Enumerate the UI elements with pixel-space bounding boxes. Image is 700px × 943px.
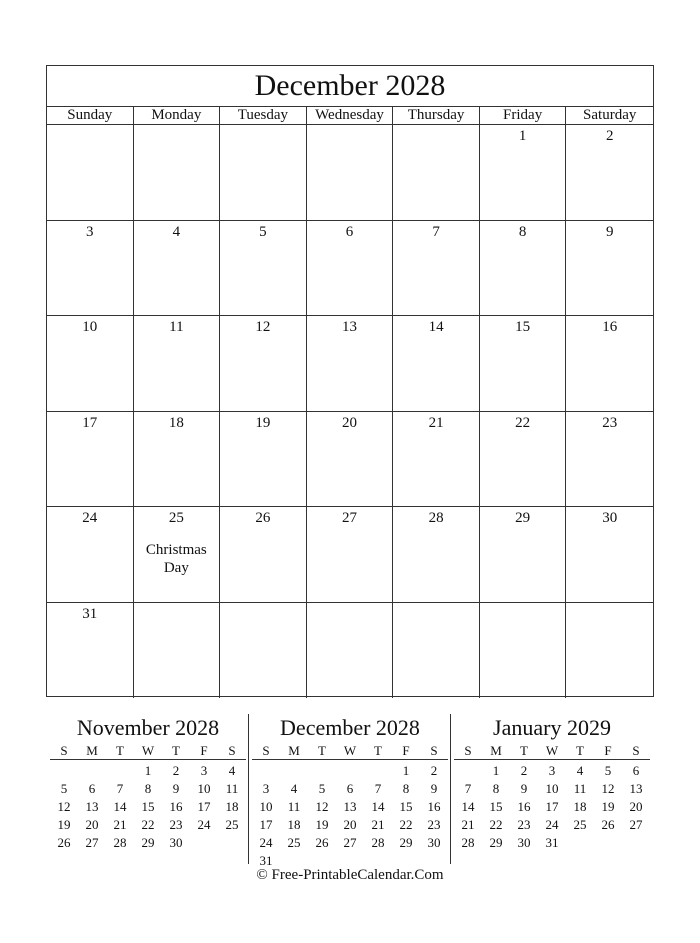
mini-day-number: 12: [57, 799, 71, 814]
mini-day-number: 22: [489, 817, 503, 832]
day-number: 4: [172, 223, 181, 240]
mini-day-number: 2: [430, 763, 438, 778]
day-cell: [47, 316, 134, 412]
day-number: 30: [602, 510, 618, 526]
mini-day-number: [252, 762, 280, 780]
day-number: 2: [605, 128, 614, 144]
mini-day-number: 5: [60, 781, 68, 796]
mini-day-number: 18: [287, 817, 301, 832]
mini-weekday-header: [252, 743, 448, 760]
day-cell: [134, 125, 221, 221]
mini-day-number: 27: [629, 817, 643, 832]
day-cell: [566, 507, 653, 603]
mini-day-number: 3: [262, 781, 270, 796]
day-number: 27: [341, 510, 357, 526]
mini-day-number: 26: [57, 835, 71, 850]
day-cell: [220, 221, 307, 317]
mini-day-number: 14: [371, 799, 385, 814]
mini-day-grid: [50, 762, 246, 852]
weekday-label: Monday: [134, 107, 221, 124]
day-cell: [480, 221, 567, 317]
mini-day-number: 9: [520, 781, 528, 796]
day-cell: [566, 412, 653, 508]
divider: [450, 714, 451, 864]
mini-day-number: 13: [629, 781, 643, 796]
main-calendar: [46, 65, 654, 697]
mini-day-number: 27: [85, 835, 99, 850]
mini-day-grid: [252, 762, 448, 870]
holiday-label: Christmas Day: [145, 542, 207, 576]
day-cell: [480, 125, 567, 221]
mini-day-number: 22: [141, 817, 155, 832]
day-cell: [307, 316, 394, 412]
mini-calendar-title: December 2028: [280, 715, 420, 740]
mini-day-number: 10: [545, 781, 559, 796]
weekday-header: [47, 107, 653, 125]
mini-day-number: 22: [399, 817, 413, 832]
day-cell: [220, 316, 307, 412]
day-number: 5: [259, 223, 267, 240]
mini-day-number: 5: [604, 763, 612, 778]
mini-day-number: 4: [290, 781, 298, 796]
day-number: 20: [341, 414, 357, 431]
mini-day-number: 1: [144, 763, 152, 778]
mini-day-number: 8: [402, 781, 410, 796]
mini-day-number: 16: [427, 799, 441, 814]
mini-day-number: 9: [430, 781, 438, 796]
mini-weekday-label: S: [464, 743, 472, 758]
mini-day-number: 4: [228, 763, 236, 778]
mini-day-number: 26: [315, 835, 329, 850]
mini-day-number: 12: [315, 799, 329, 814]
mini-day-number: [106, 762, 134, 780]
mini-weekday-label: F: [402, 743, 410, 758]
mini-day-number: 20: [343, 817, 357, 832]
mini-weekday-header: [50, 743, 246, 760]
day-cell: [307, 412, 394, 508]
mini-day-number: 11: [573, 781, 587, 796]
mini-weekday-label: S: [632, 743, 640, 758]
mini-day-number: 30: [517, 835, 531, 850]
mini-day-number: 4: [576, 763, 584, 778]
day-number: 7: [432, 223, 440, 240]
weekday-label: Saturday: [583, 107, 637, 123]
mini-day-number: 12: [601, 781, 615, 796]
day-cell: [307, 221, 394, 317]
day-number: 8: [518, 223, 527, 240]
mini-calendar-january: [454, 714, 650, 852]
mini-weekday-label: W: [141, 743, 155, 758]
mini-day-number: 25: [225, 817, 239, 832]
mini-weekday-label: F: [200, 743, 208, 758]
mini-day-number: 11: [225, 781, 239, 796]
day-cell: [47, 221, 134, 317]
mini-day-number: 7: [374, 781, 382, 796]
mini-day-number: 11: [287, 799, 301, 814]
mini-day-number: 2: [520, 763, 528, 778]
mini-weekday-label: T: [172, 743, 180, 758]
mini-day-number: 1: [492, 763, 500, 778]
mini-weekday-label: M: [288, 743, 300, 758]
mini-day-number: 28: [113, 835, 127, 850]
calendar-title: December 2028: [47, 66, 653, 107]
mini-day-number: 18: [573, 799, 587, 814]
mini-day-number: 6: [88, 781, 96, 796]
mini-day-grid: [454, 762, 650, 852]
mini-day-number: 10: [259, 799, 273, 814]
mini-day-number: 19: [57, 817, 71, 832]
mini-weekday-label: M: [490, 743, 502, 758]
mini-day-number: 19: [315, 817, 329, 832]
day-cell: [480, 316, 567, 412]
day-cell: [566, 125, 653, 221]
mini-weekday-label: S: [60, 743, 68, 758]
mini-day-number: 30: [169, 835, 183, 850]
mini-calendar-title: January 2029: [493, 715, 611, 740]
mini-day-number: 15: [399, 799, 413, 814]
mini-day-number: 15: [141, 799, 155, 814]
day-cell: [134, 221, 221, 317]
day-cell: [566, 221, 653, 317]
mini-day-number: 13: [85, 799, 99, 814]
day-cell: [480, 603, 567, 699]
day-number: 22: [515, 414, 531, 431]
mini-day-number: 17: [259, 817, 273, 832]
day-number: 6: [345, 223, 354, 240]
day-cell: [393, 412, 480, 508]
day-cell: [393, 221, 480, 317]
mini-day-number: 31: [545, 835, 559, 850]
mini-day-number: [454, 762, 482, 780]
day-grid: [47, 125, 653, 698]
mini-day-number: 19: [601, 799, 615, 814]
day-number: 9: [605, 223, 614, 240]
day-cell: [220, 412, 307, 508]
mini-day-number: [280, 762, 308, 780]
mini-day-number: 24: [197, 817, 211, 832]
mini-day-number: 16: [169, 799, 183, 814]
mini-day-number: [308, 762, 336, 780]
mini-weekday-label: W: [343, 743, 357, 758]
mini-weekday-label: S: [430, 743, 438, 758]
mini-day-number: 29: [399, 835, 413, 850]
weekday-label: Sunday: [47, 107, 134, 124]
day-cell: [47, 125, 134, 221]
day-cell: [134, 507, 221, 603]
mini-calendar-title: November 2028: [76, 715, 220, 740]
weekday-label: Wednesday: [307, 107, 394, 124]
mini-day-number: 28: [371, 835, 385, 850]
mini-day-number: 31: [259, 853, 273, 868]
mini-day-number: 25: [573, 817, 587, 832]
mini-weekday-label: S: [228, 743, 236, 758]
day-number: 14: [428, 319, 444, 335]
day-number: 28: [428, 510, 444, 526]
mini-weekday-label: F: [604, 743, 612, 758]
mini-weekday-label: M: [86, 743, 98, 758]
day-number: 24: [82, 510, 98, 526]
mini-weekday-label: T: [520, 743, 528, 758]
mini-day-number: 7: [116, 781, 124, 796]
mini-weekday-label: W: [545, 743, 559, 758]
day-number: 11: [169, 319, 184, 335]
day-cell: [220, 603, 307, 699]
mini-weekday-label: T: [576, 743, 584, 758]
mini-day-number: 1: [402, 763, 410, 778]
day-cell: [566, 316, 653, 412]
mini-day-number: 27: [343, 835, 357, 850]
mini-day-number: 30: [427, 835, 441, 850]
mini-day-number: [50, 762, 78, 780]
mini-day-number: 29: [141, 835, 155, 850]
day-cell: [47, 603, 134, 699]
day-number: 25: [168, 510, 184, 526]
day-cell: [220, 125, 307, 221]
mini-day-number: 8: [144, 781, 152, 796]
day-number: 18: [168, 414, 184, 431]
day-number: 31: [82, 605, 98, 622]
mini-day-number: 2: [172, 763, 180, 778]
divider: [248, 714, 249, 864]
day-cell: [220, 507, 307, 603]
mini-day-number: 21: [371, 817, 385, 832]
mini-weekday-header: [454, 743, 650, 760]
mini-day-number: 23: [517, 817, 531, 832]
day-number: 13: [341, 319, 357, 335]
day-cell: [47, 507, 134, 603]
day-cell: [480, 412, 567, 508]
day-cell: [307, 603, 394, 699]
day-number: 3: [86, 223, 94, 240]
weekday-label: Tuesday: [220, 107, 307, 124]
day-cell: [393, 507, 480, 603]
day-cell: [393, 316, 480, 412]
mini-day-number: 8: [492, 781, 500, 796]
mini-day-number: 6: [632, 763, 640, 778]
weekday-label: Thursday: [393, 107, 480, 124]
mini-weekday-label: T: [116, 743, 124, 758]
mini-day-number: 6: [346, 781, 354, 796]
mini-day-number: 15: [489, 799, 503, 814]
mini-day-number: 9: [172, 781, 180, 796]
mini-day-number: 18: [225, 799, 239, 814]
day-number: 10: [82, 319, 98, 335]
day-number: 1: [518, 128, 527, 144]
day-number: 29: [515, 510, 531, 526]
mini-calendar-december: [252, 714, 448, 870]
mini-calendar-november: [50, 714, 246, 852]
mini-day-number: 17: [545, 799, 559, 814]
weekday-label: Friday: [480, 107, 567, 124]
day-cell: [393, 125, 480, 221]
footer-copyright: © Free-PrintableCalendar.Com: [256, 867, 444, 883]
day-cell: [134, 603, 221, 699]
day-cell: [134, 316, 221, 412]
day-number: 21: [428, 414, 444, 431]
day-cell: [480, 507, 567, 603]
mini-day-number: 17: [197, 799, 211, 814]
mini-day-number: 20: [629, 799, 643, 814]
day-number: 26: [255, 510, 271, 526]
day-number: 16: [602, 319, 618, 335]
day-cell: [307, 125, 394, 221]
day-number: 17: [82, 414, 98, 431]
day-cell: [47, 412, 134, 508]
mini-day-number: 24: [545, 817, 559, 832]
mini-day-number: [336, 762, 364, 780]
day-number: 15: [515, 319, 531, 335]
day-cell: [393, 603, 480, 699]
mini-day-number: 20: [85, 817, 99, 832]
mini-day-number: 21: [113, 817, 127, 832]
mini-day-number: 14: [113, 799, 127, 814]
mini-weekday-label: S: [262, 743, 270, 758]
mini-weekday-label: T: [318, 743, 326, 758]
day-number: 19: [255, 414, 271, 431]
mini-day-number: 25: [287, 835, 301, 850]
mini-day-number: 16: [517, 799, 531, 814]
mini-day-number: 10: [197, 781, 211, 796]
mini-day-number: 23: [427, 817, 441, 832]
mini-day-number: 5: [318, 781, 326, 796]
day-cell: [134, 412, 221, 508]
day-cell: [307, 507, 394, 603]
mini-day-number: 14: [461, 799, 475, 814]
mini-weekday-label: T: [374, 743, 382, 758]
mini-day-number: [78, 762, 106, 780]
mini-day-number: 29: [489, 835, 503, 850]
mini-day-number: 13: [343, 799, 357, 814]
day-cell: [566, 603, 653, 699]
mini-day-number: 24: [259, 835, 273, 850]
day-number: 23: [602, 414, 618, 431]
mini-day-number: 26: [601, 817, 615, 832]
mini-day-number: 21: [461, 817, 475, 832]
mini-day-number: 7: [464, 781, 472, 796]
mini-day-number: [364, 762, 392, 780]
mini-day-number: 23: [169, 817, 183, 832]
mini-day-number: 3: [548, 763, 556, 778]
mini-day-number: 3: [200, 763, 208, 778]
day-number: 12: [255, 319, 271, 335]
mini-day-number: 28: [461, 835, 475, 850]
